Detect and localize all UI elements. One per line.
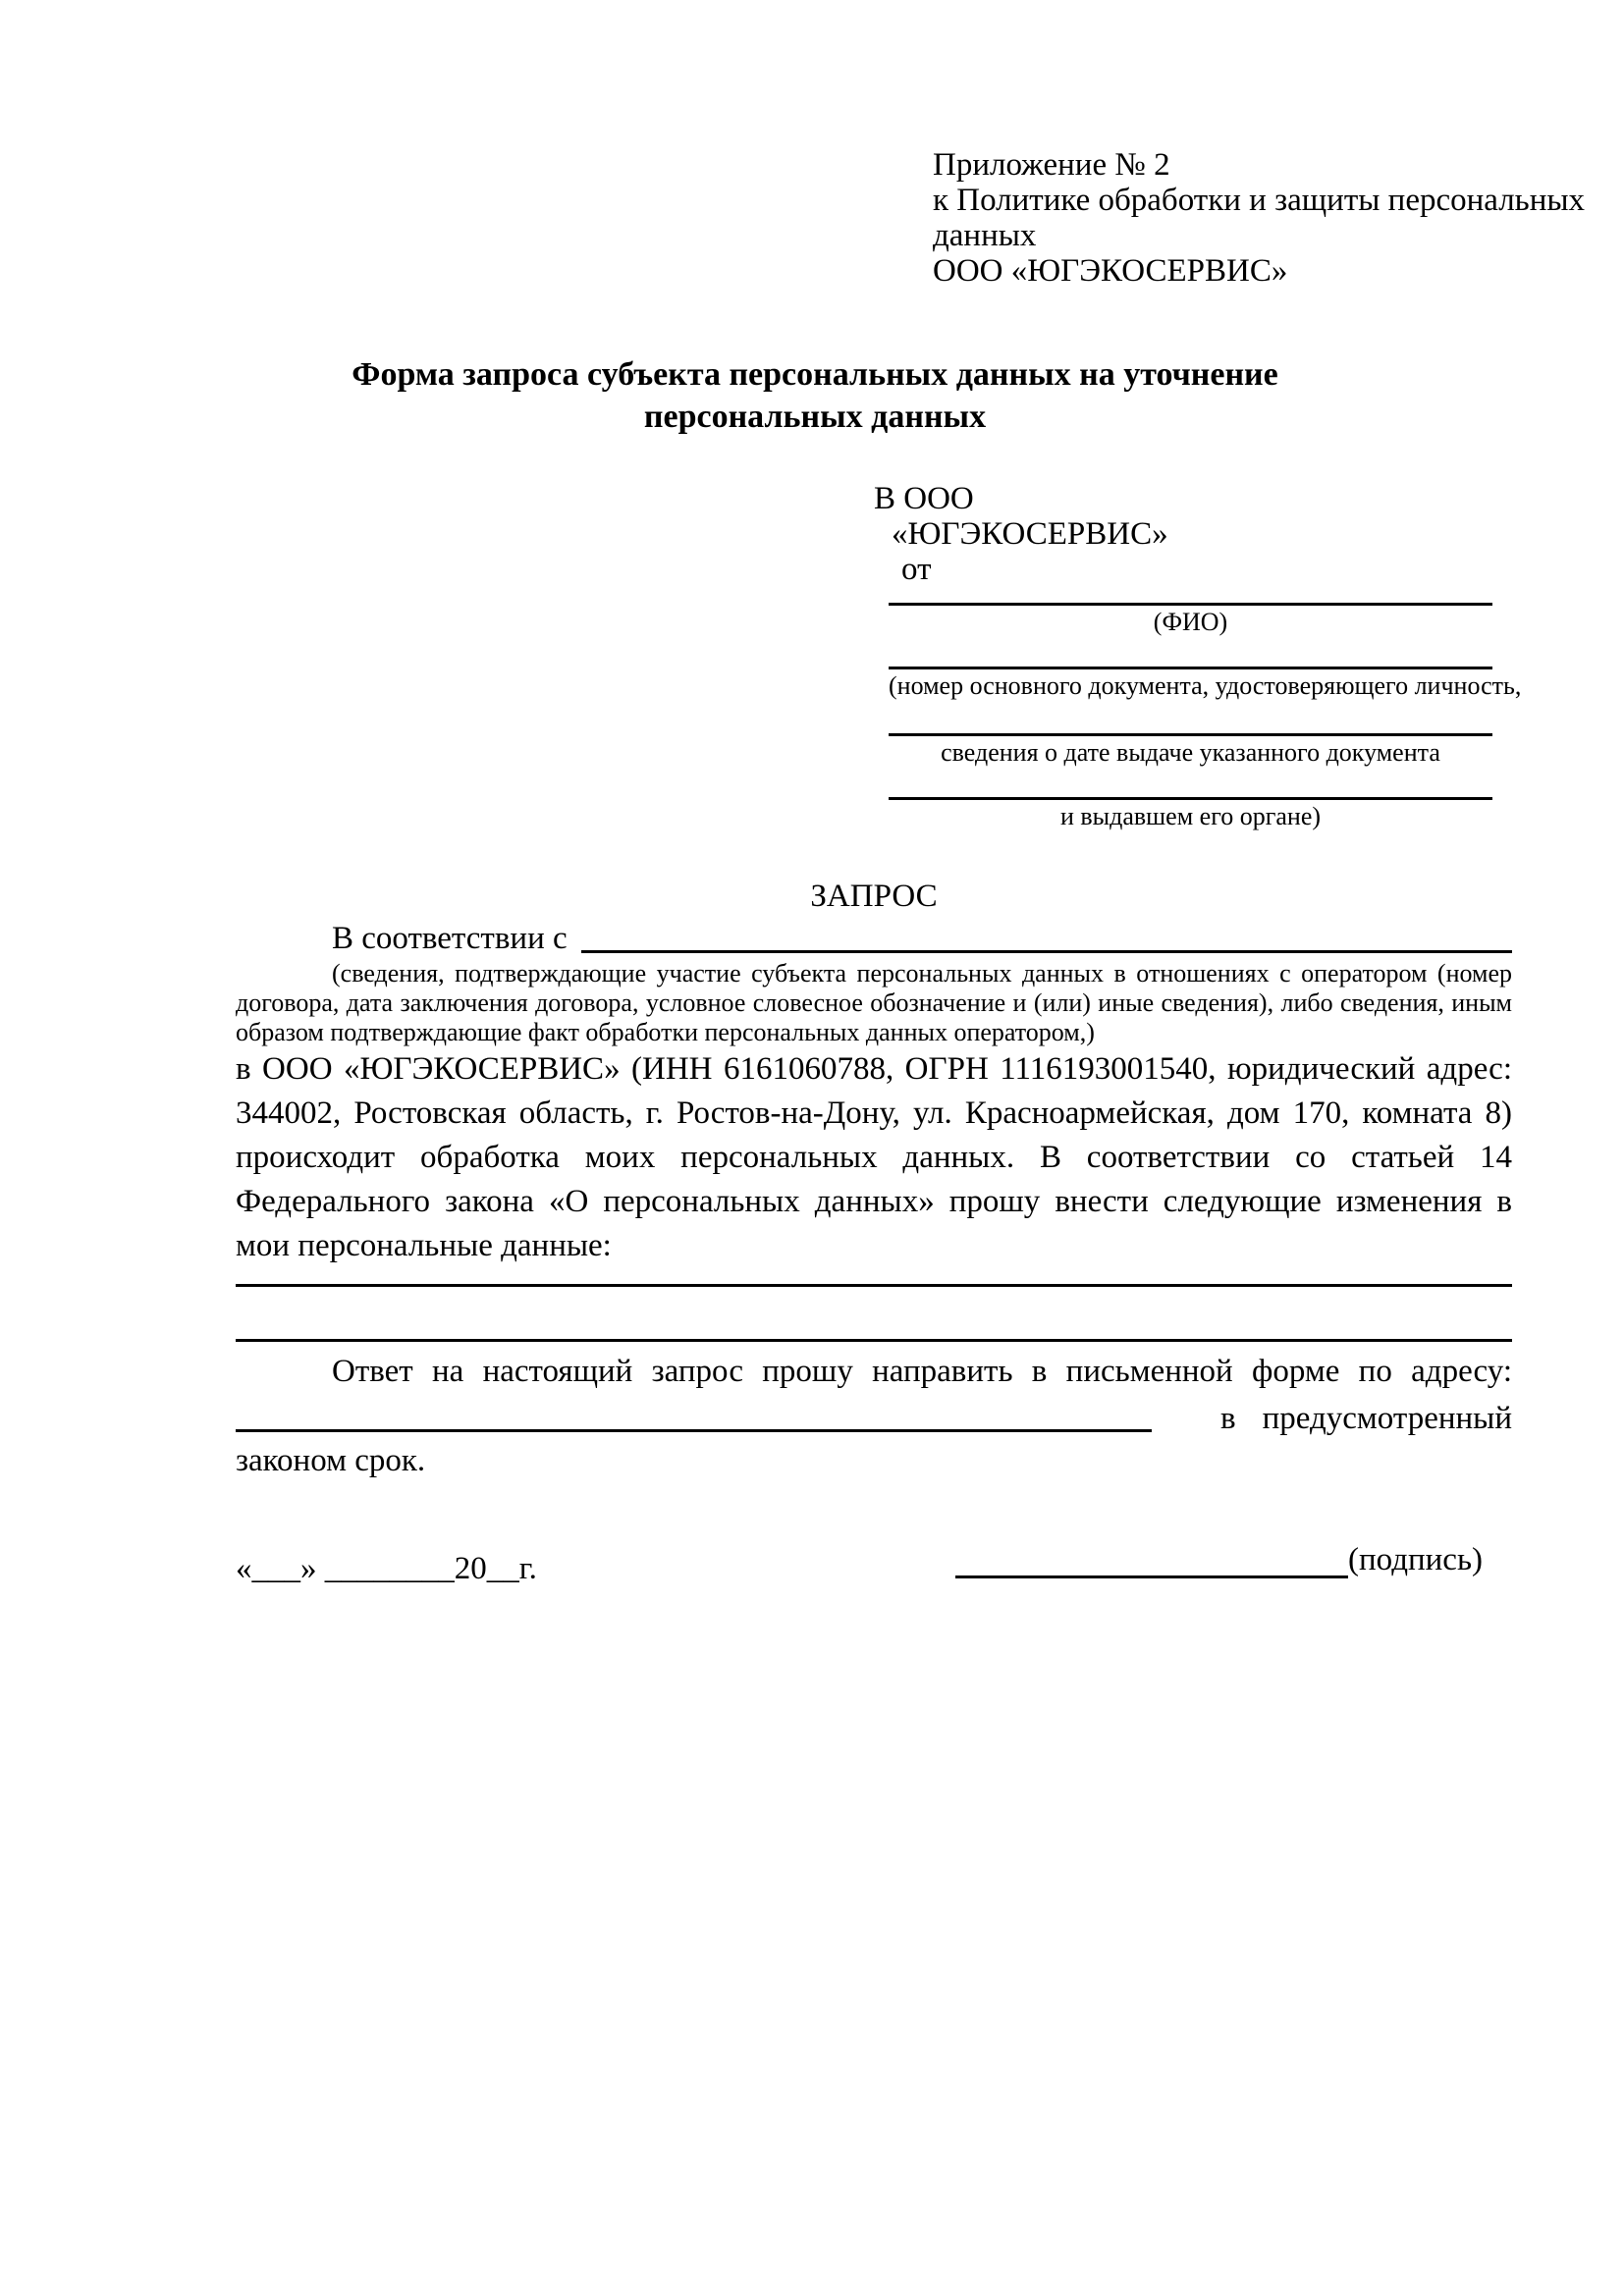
issue-date-blank-line	[889, 703, 1492, 736]
recipient-line-3: от	[901, 552, 932, 587]
address-blank-line	[236, 1429, 1152, 1432]
address-word-term: предусмотренный	[1262, 1401, 1512, 1436]
appendix-header-line-2: к Политике обработки и защиты персональных	[933, 183, 1586, 218]
appendix-header-line-1: Приложение № 2	[933, 147, 1170, 183]
document-title-line-2: персональных данных	[643, 399, 987, 435]
address-row	[236, 1394, 1512, 1437]
document-number-field-label: (номер основного документа, удостоверяющего личность,	[889, 671, 1522, 700]
changes-blank-line-2	[236, 1287, 1512, 1342]
response-tail-line: законом срок.	[236, 1443, 426, 1478]
changes-blank-line-1	[236, 1268, 1512, 1287]
appendix-header-line-3: данных	[933, 218, 1037, 253]
document-title-line-1: Форма запроса субъекта персональных данных на уточнение	[352, 356, 1278, 393]
fio-field-label: (ФИО)	[1153, 608, 1228, 636]
date-fill-line: «___» ________20__г.	[236, 1551, 537, 1586]
issuing-authority-blank-line	[889, 770, 1492, 800]
request-body-paragraph: в ООО «ЮГЭКОСЕРВИС» (ИНН 6161060788, ОГРН 1116193001540, юридический адрес: 344002, Ростовская область, г. Ростов-на-Дону, ул. Красноармейская, дом 170, комната 8) происходит обработка моих персональных данных. В соответствии со статьей 14 Федерального закона «О персональных данных» прошу внести следующие изменения в мои персональные данные:	[236, 1051, 1512, 1263]
issue-date-field	[889, 703, 1492, 770]
document-title	[118, 353, 1512, 438]
recipient-block	[874, 481, 1512, 587]
recipient-line-2: «ЮГЭКОСЕРВИС»	[892, 516, 1168, 552]
signature-blank-line	[955, 1542, 1348, 1578]
request-heading: ЗАПРОС	[810, 879, 938, 914]
intro-blank-line	[581, 950, 1512, 953]
recipient-line-1: В ООО	[874, 481, 974, 516]
document-number-field	[889, 639, 1522, 703]
intro-row	[236, 916, 1512, 957]
intro-text: В соответствии с	[332, 921, 568, 956]
signature-group	[955, 1542, 1483, 1578]
date-signature-row	[236, 1542, 1512, 1587]
appendix-header	[933, 147, 1586, 289]
issuing-authority-field-label: и выдавшем его органе)	[1059, 802, 1322, 830]
fio-blank-line	[889, 587, 1492, 606]
fio-field	[889, 587, 1492, 639]
response-request-line: Ответ на настоящий запрос прошу направить в письменной форме по адресу:	[332, 1354, 1512, 1389]
appendix-header-line-4: ООО «ЮГЭКОСЕРВИС»	[933, 253, 1288, 289]
address-word-in: в	[1220, 1401, 1236, 1436]
document-number-blank-line	[889, 639, 1492, 669]
issue-date-field-label: сведения о дате выдаче указанного документа	[941, 738, 1440, 767]
fine-print-note: (сведения, подтверждающие участие субъекта персональных данных в отношениях с оператором (номер договора, дата заключения договора, условное словесное обозначение и (или) иные сведения), либо сведения, иным образом подтверждающие факт обработки персональных данных оператором,)	[236, 959, 1512, 1046]
signature-label: (подпись)	[1348, 1542, 1483, 1577]
issuing-authority-field	[889, 770, 1492, 833]
